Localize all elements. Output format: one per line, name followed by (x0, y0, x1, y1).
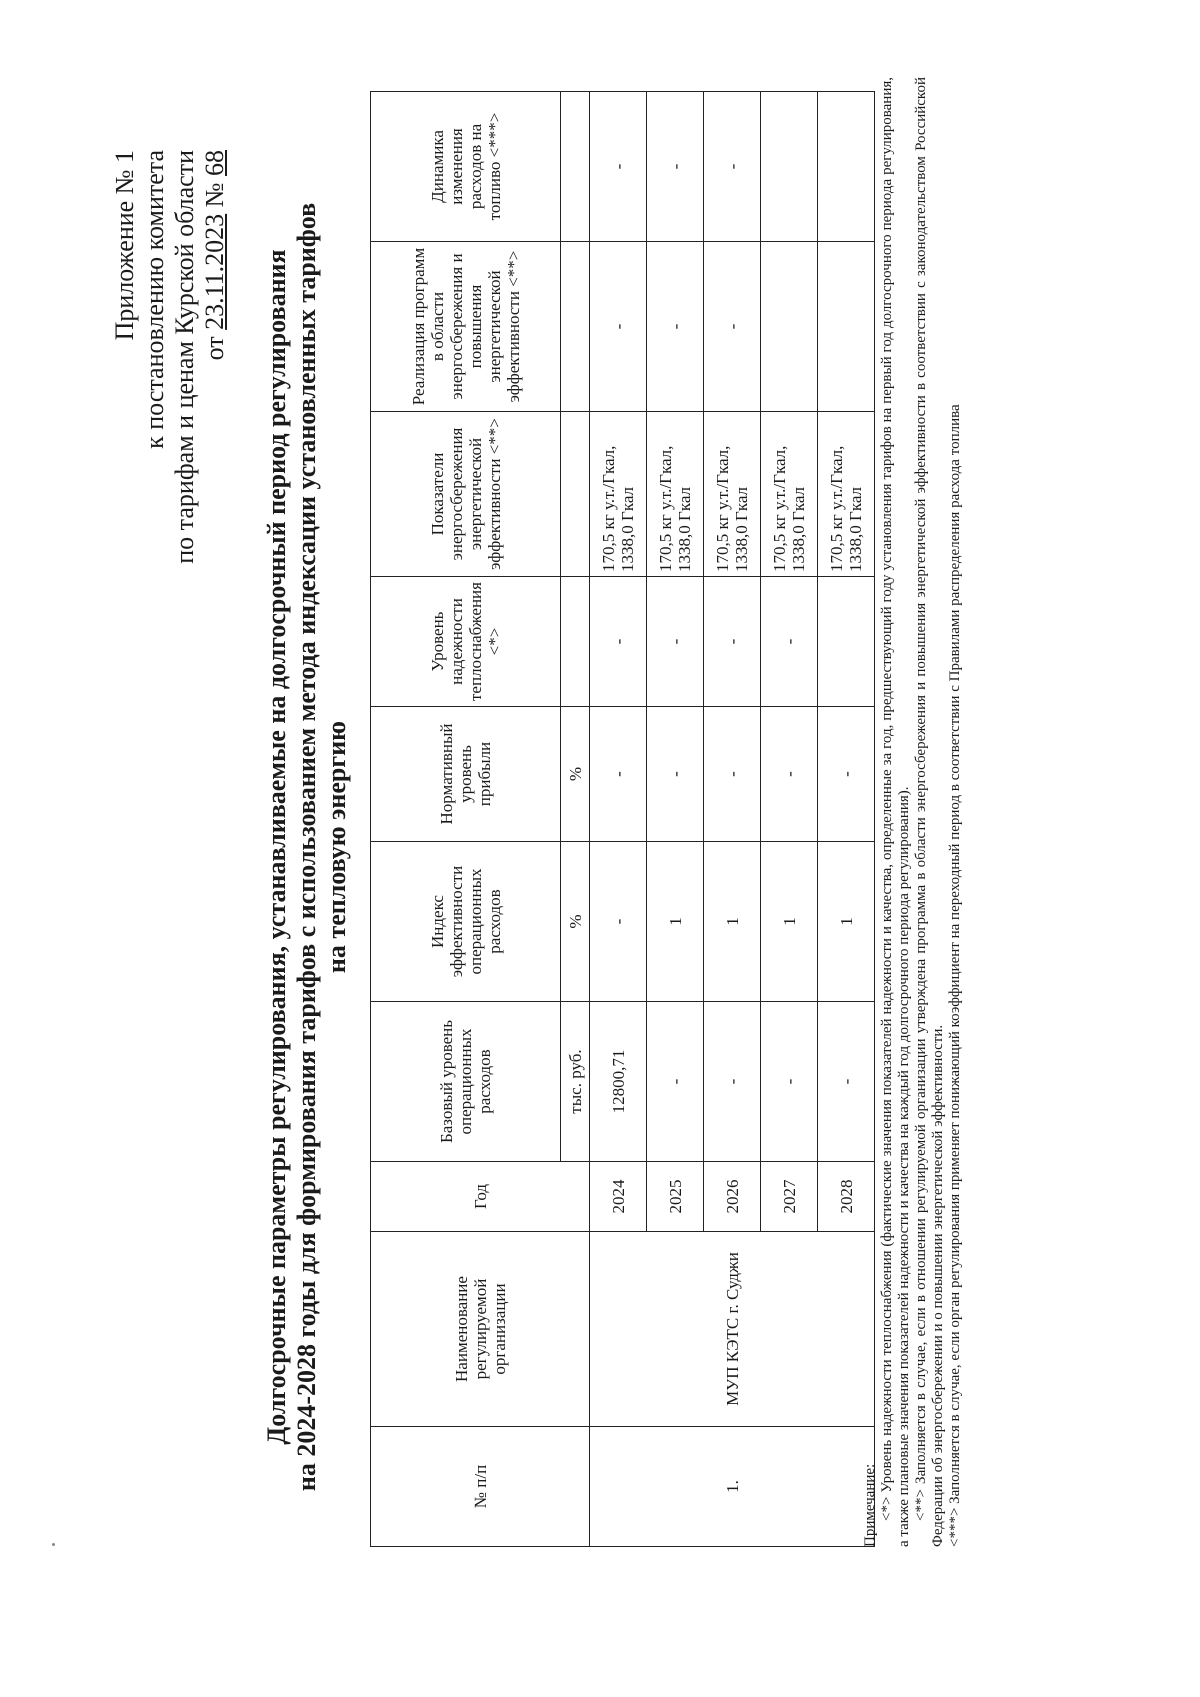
cell-reliability: - (704, 577, 761, 707)
energy-line-1: 170,5 кг у.т./Гкал, (599, 445, 618, 572)
header-energy: Показатели энергосбережения энергетической эффективности <**> (371, 412, 561, 577)
cell-profit: - (704, 707, 761, 842)
appendix-header (110, 150, 230, 670)
energy-line-1: 170,5 кг у.т./Гкал, (827, 445, 846, 572)
cell-programs: - (647, 242, 704, 412)
cell-profit: - (818, 707, 875, 842)
title-line-3: на тепловую энергию (322, 720, 351, 974)
cell-index: 1 (647, 842, 704, 1002)
header-year: Год (371, 1162, 590, 1232)
header-index: Индекс эффективности операционных расходов (371, 842, 561, 1002)
cell-reliability: - (647, 577, 704, 707)
unit-energy (561, 412, 590, 577)
cell-base: - (704, 1002, 761, 1162)
cell-base: - (818, 1002, 875, 1162)
unit-fuel (561, 92, 590, 242)
cell-base: - (647, 1002, 704, 1162)
document-title (262, 127, 352, 1567)
header-reliability: Уровень надежности теплоснабжения <*> (371, 577, 561, 707)
cell-programs (761, 242, 818, 412)
cell-profit: - (761, 707, 818, 842)
cell-fuel: - (590, 92, 647, 242)
header-org: Наименование регулируемой организации (371, 1232, 590, 1427)
cell-index: 1 (818, 842, 875, 1002)
cell-year: 2026 (704, 1162, 761, 1232)
energy-line-1: 170,5 кг у.т./Гкал, (656, 445, 675, 572)
date-prefix: от (200, 329, 229, 361)
energy-line-2: 1338,0 Гкал (732, 486, 751, 572)
cell-year: 2027 (761, 1162, 818, 1232)
cell-profit: - (590, 707, 647, 842)
parameters-table (370, 91, 875, 1547)
note-fuel: <***> Заполняется в случае, если орган регулирования применяет понижающий коэффициент на переходный период в соответствии с Правилами распределения расхода топлива (947, 404, 963, 1547)
unit-base: тыс. руб. (561, 1002, 590, 1162)
cell-energy (704, 412, 761, 577)
decree-date: 23.11.2023 (200, 213, 229, 330)
header-programs: Реализация программ в области энергосбережения и повышения энергетической эффективности <**> (371, 242, 561, 412)
cell-fuel: - (647, 92, 704, 242)
cell-reliability: - (761, 577, 818, 707)
appendix-line-1: Приложение № 1 (110, 150, 139, 341)
cell-year: 2025 (647, 1162, 704, 1232)
header-base: Базовый уровень операционных расходов (371, 1002, 561, 1162)
header-num: № п/п (371, 1427, 590, 1547)
cell-programs: - (704, 242, 761, 412)
cell-index: - (590, 842, 647, 1002)
cell-index: 1 (761, 842, 818, 1002)
appendix-line-2: к постановлению комитета (140, 150, 169, 449)
note-energy-programs: <**> Заполняется в случае, если в отношении регулируемой организации утверждена программа в области энергосбережения и повышения энергетической эффективности в соответствии с законодательством Российской Федерации об энергосбережении и о повышении энергетической эффективности. (913, 77, 946, 1547)
note-reliability: <*> Уровень надежности теплоснабжения (фактические значения показателей надежности и качества, определенные за год, предшествующий году установления тарифов на первый год долгосрочного периода регулирования, а также плановые значения показателей надежности и качества на каждый год долгосрочного периода регулирования). (879, 77, 912, 1547)
energy-line-2: 1338,0 Гкал (618, 486, 637, 572)
cell-programs: - (590, 242, 647, 412)
table-header-row (371, 92, 561, 1547)
table-row (590, 92, 647, 1547)
energy-line-2: 1338,0 Гкал (675, 486, 694, 572)
row-number: 1. (590, 1427, 875, 1547)
cell-energy (590, 412, 647, 577)
cell-energy (761, 412, 818, 577)
cell-base: 12800,71 (590, 1002, 647, 1162)
unit-profit: % (561, 707, 590, 842)
unit-programs (561, 242, 590, 412)
decree-number: 68 (200, 150, 229, 176)
header-fuel: Динамика изменения расходов на топливо <***> (371, 92, 561, 242)
number-prefix: № (200, 176, 229, 214)
cell-profit: - (647, 707, 704, 842)
energy-line-1: 170,5 кг у.т./Гкал, (713, 445, 732, 572)
unit-index: % (561, 842, 590, 1002)
energy-line-1: 170,5 кг у.т./Гкал, (770, 445, 789, 572)
org-name: МУП КЭТС г. Суджи (590, 1232, 875, 1427)
cell-energy (647, 412, 704, 577)
unit-reliability (561, 577, 590, 707)
energy-line-2: 1338,0 Гкал (846, 486, 865, 572)
appendix-date-line (200, 150, 230, 670)
cell-index: 1 (704, 842, 761, 1002)
appendix-line-3: по тарифам и ценам Курской области (170, 150, 199, 564)
title-line-2: на 2024-2028 годы для формирования тарифов с использованием метода индексации установленных тарифов (292, 202, 321, 1492)
footnotes (862, 77, 964, 1547)
cell-base: - (761, 1002, 818, 1162)
cell-fuel (761, 92, 818, 242)
energy-line-2: 1338,0 Гкал (789, 486, 808, 572)
scan-speck (52, 1543, 55, 1546)
cell-fuel: - (704, 92, 761, 242)
notes-heading: Примечание: (862, 1463, 878, 1547)
cell-year: 2028 (818, 1162, 875, 1232)
title-line-1: Долгосрочные параметры регулирования, устанавливаемые на долгосрочный период регулирования (262, 249, 291, 1445)
cell-reliability: - (590, 577, 647, 707)
header-profit: Нормативный уровень прибыли (371, 707, 561, 842)
cell-year: 2024 (590, 1162, 647, 1232)
